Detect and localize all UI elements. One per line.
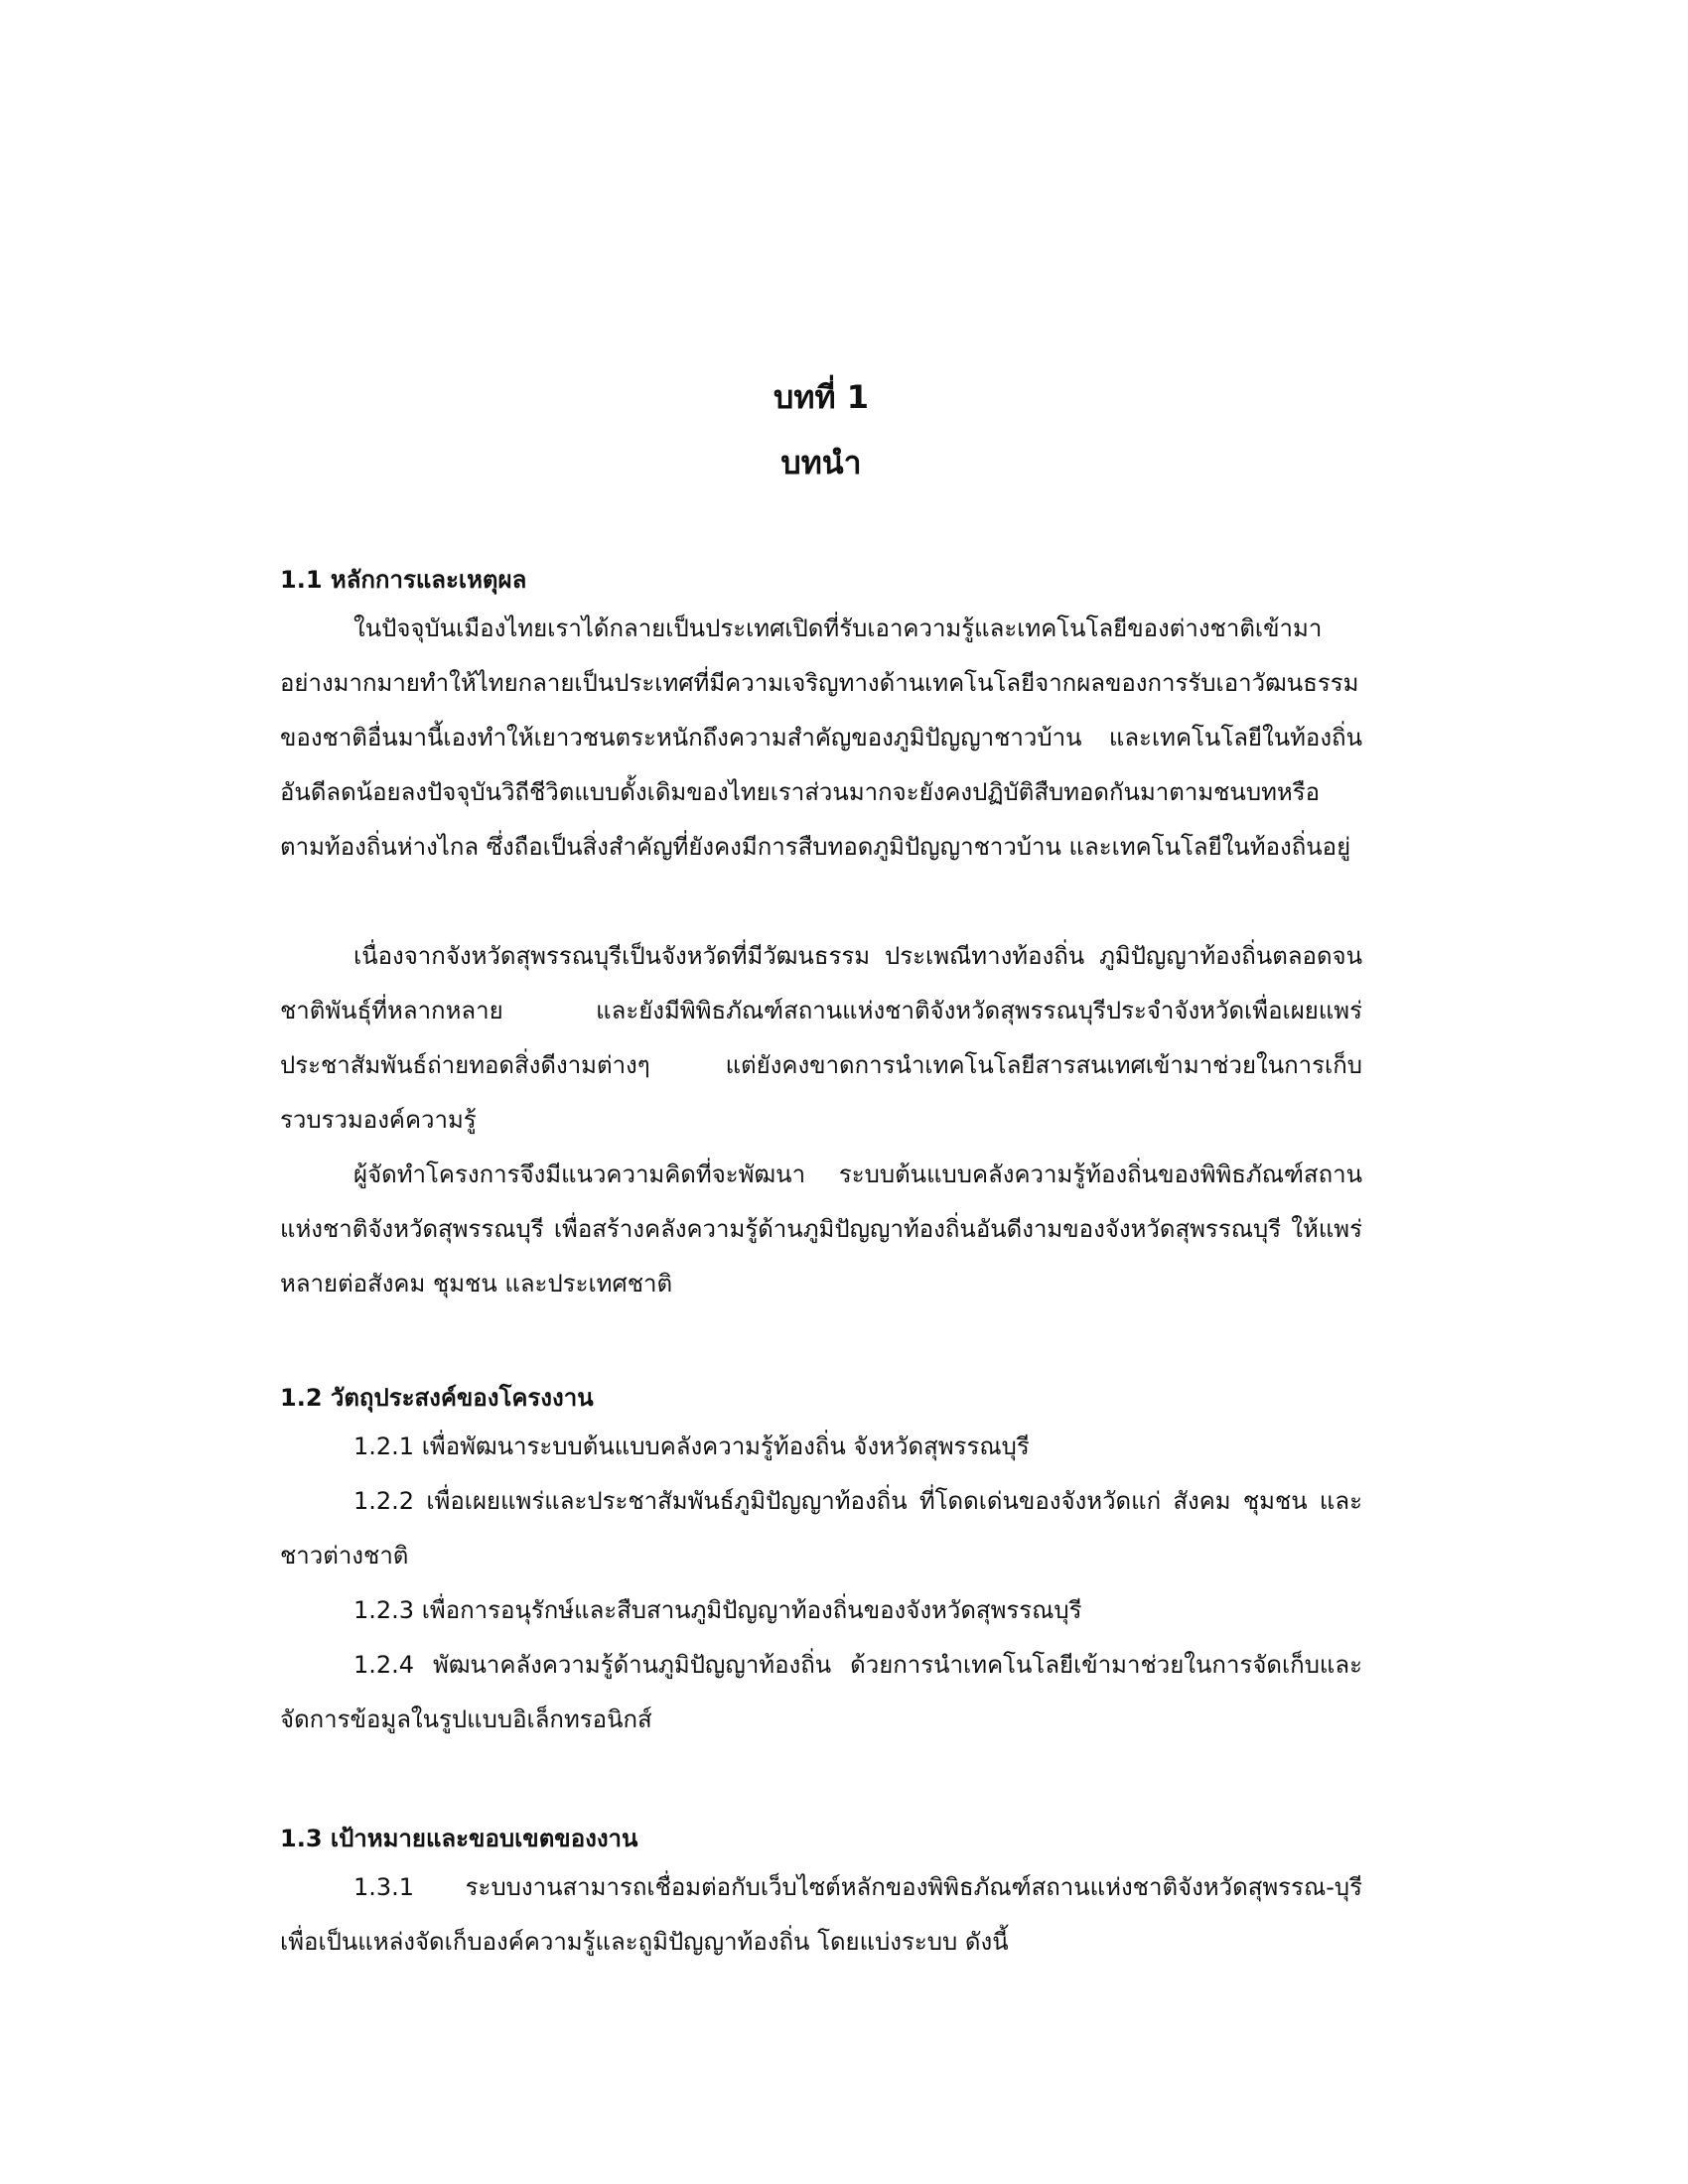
scope-item: 1.3.1 ระบบงานสามารถเชื่อมต่อกับเว็บไซต์หลักของพิพิธภัณฑ์สถานแห่งชาติจังหวัดสุพรรณ-บุรี เพื่อเป็นแหล่งจัดเก็บองค์ความรู้และถูมิปัญญาท้องถิ่น โดยแบ่งระบบ ดังนี้ bbox=[280, 1873, 1362, 1956]
chapter-number: บทที่ 1 bbox=[774, 378, 869, 416]
objective-item: 1.2.4 พัฒนาคลังความรู้ด้านภูมิปัญญาท้องถิ่น ด้วยการนำเทคโนโลยีเข้ามาช่วยในการจัดเก็บและจัดการข้อมูลในรูปแบบอิเล็กทรอนิกส์ bbox=[280, 1651, 1362, 1733]
chapter-title: บทนำ bbox=[780, 444, 862, 481]
section-heading-1-3: 1.3 เป้าหมายและขอบเขตของงาน bbox=[280, 1825, 638, 1852]
paragraph-1-1-1: ในปัจจุบันเมืองไทยเราได้กลายเป็นประเทศเปิดที่รับเอาความรู้และเทคโนโลยีของต่างชาติเข้ามาอย่างมากมายทำให้ไทยกลายเป็นประเทศที่มีความเจริญทางด้านเทคโนโลยีจากผลของการรับเอาวัฒนธรรมของชาติอื่นมานี้เองทำให้เยาวชนตระหนักถึงความสำคัญของภูมิปัญญาชาวบ้าน และเทคโนโลยีในท้องถิ่นอันดีลดน้อยลงปัจจุบันวิถีชีวิตแบบดั้งเดิมของไทยเราส่วนมากจะยังคงปฏิบัติสืบทอดกันมาตามชนบทหรือตามท้องถิ่นห่างไกล ซึ่งถือเป็นสิ่งสำคัญที่ยังคงมีการสืบทอดภูมิปัญญาชาวบ้าน และเทคโนโลยีในท้องถิ่นอยู่ bbox=[280, 614, 1362, 861]
paragraph-1-1-2: เนื่องจากจังหวัดสุพรรณบุรีเป็นจังหวัดที่มีวัฒนธรรม ประเพณีทางท้องถิ่น ภูมิปัญญาท้องถิ่นตลอดจนชาติพันธุ์ที่หลากหลาย และยังมีพิพิธภัณฑ์สถานแห่งชาติจังหวัดสุพรรณบุรีประจำจังหวัดเพื่อเผยแพร่ประชาสัมพันธ์ถ่ายทอดสิ่งดีงามต่างๆ แต่ยังคงขาดการนำเทคโนโลยีสารสนเทศเข้ามาช่วยในการเก็บรวบรวมองค์ความรู้ bbox=[280, 942, 1362, 1134]
objective-item: 1.2.3 เพื่อการอนุรักษ์และสืบสานภูมิปัญญาท้องถิ่นของจังหวัดสุพรรณบุรี bbox=[353, 1596, 1082, 1624]
paragraph-1-1-3: ผู้จัดทำโครงการจึงมีแนวความคิดที่จะพัฒนา ระบบต้นแบบคลังความรู้ท้องถิ่นของพิพิธภัณฑ์สถานแห่งชาติจังหวัดสุพรรณบุรี เพื่อสร้างคลังความรู้ด้านภูมิปัญญาท้องถิ่นอันดีงามของจังหวัดสุพรรณบุรี ให้แพร่หลายต่อสังคม ชุมชน และประเทศชาติ bbox=[280, 1160, 1362, 1297]
section-heading-1-1: 1.1 หลักการและเหตุผล bbox=[280, 566, 527, 594]
section-heading-1-2: 1.2 วัตถุประสงค์ของโครงงาน bbox=[280, 1384, 594, 1412]
objective-item: 1.2.2 เพื่อเผยแพร่และประชาสัมพันธ์ภูมิปัญญาท้องถิ่น ที่โดดเด่นของจังหวัดแก่ สังคม ชุมชน และชาวต่างชาติ bbox=[280, 1487, 1362, 1570]
objective-item: 1.2.1 เพื่อพัฒนาระบบต้นแบบคลังความรู้ท้องถิ่น จังหวัดสุพรรณบุรี bbox=[353, 1433, 1030, 1460]
